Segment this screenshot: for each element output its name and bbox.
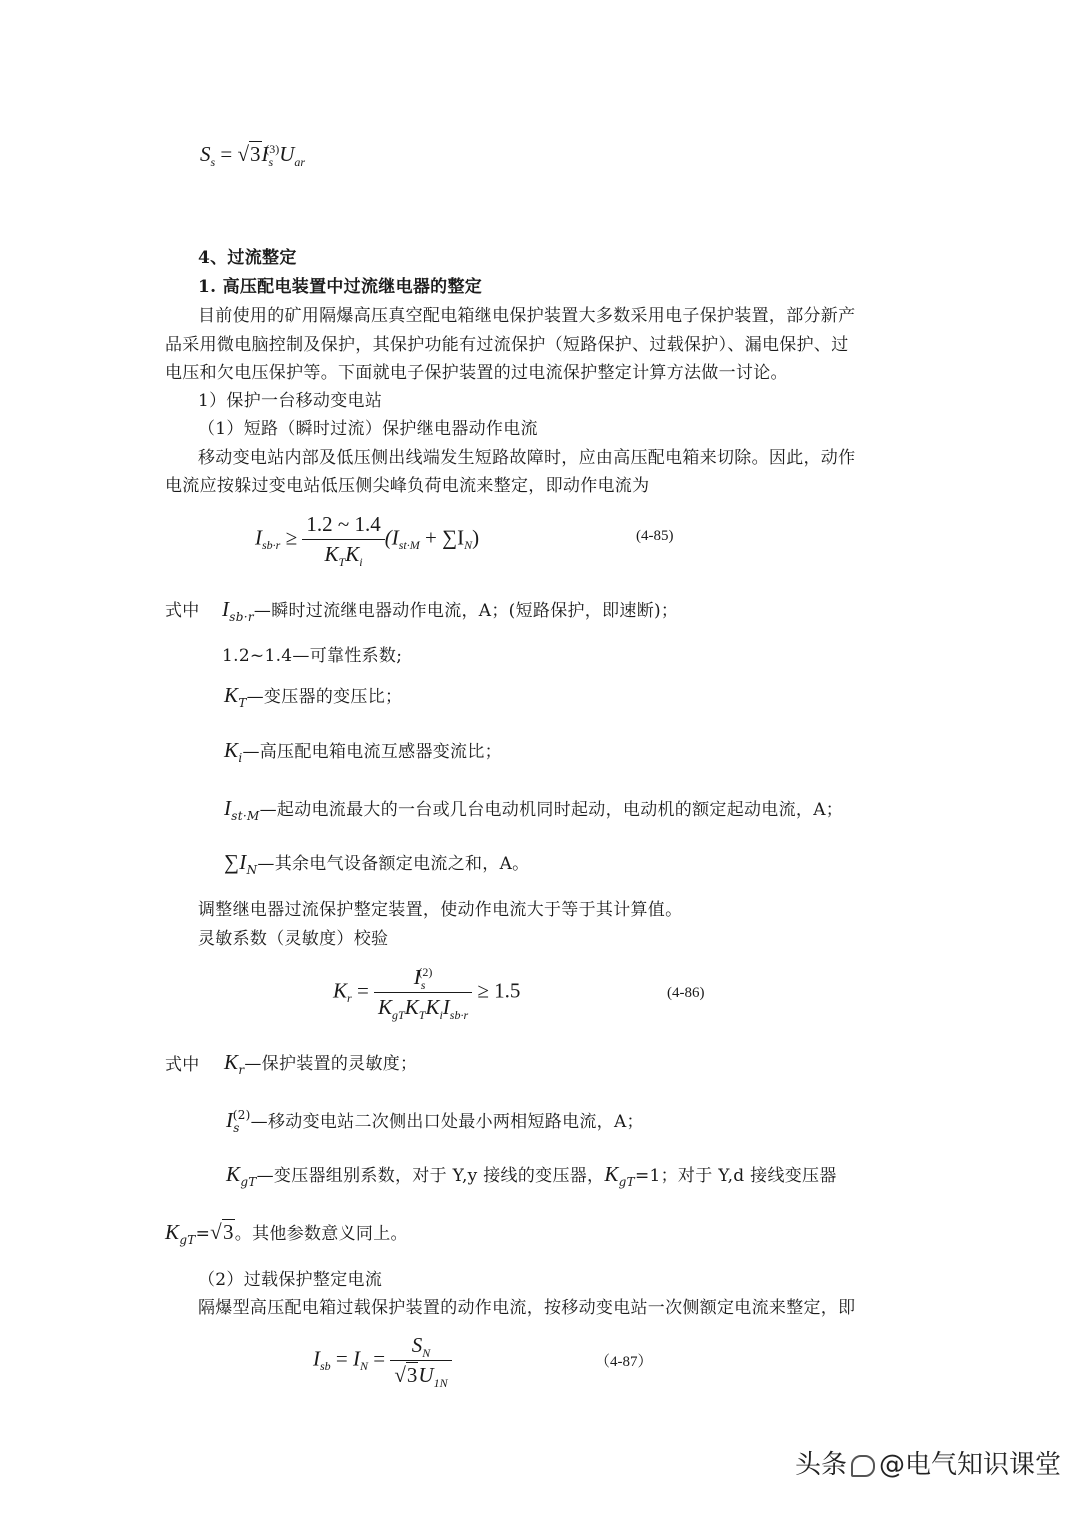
paragraph-line: 调整继电器过流保护整定装置，使动作电流大于等于其计算值。 — [198, 900, 683, 920]
definition-istm: $I_{st\cdot M}—$起动电流最大的一台或几台电动机同时起动，电动机的额定起动电流，A； — [224, 796, 844, 823]
heading-subsection-1: 1. 高压配电装置中过流继电器的整定 — [198, 277, 483, 297]
definition-kr: $K_r—$保护装置的灵敏度； — [224, 1050, 418, 1077]
fraction: $\frac{S_N}{√3U_{1N}}$ — [390, 1333, 451, 1388]
definition-sum-in: $\sum I_N—$其余电气设备额定电流之和，A。 — [224, 850, 530, 877]
watermark-platform: 头条 — [795, 1450, 848, 1480]
paragraph-line: 电流应按躲过变电站低压侧尖峰负荷电流来整定，即动作电流为 — [165, 476, 650, 496]
formula-4-85: $I_{sb\cdot r}$ ≥ $\frac{1.2 \sim 1.4}{K_TK_i}$ $(I_{st\cdot M} + \sum I_N)$ — [255, 512, 480, 569]
definition-reliability: 1.2~1.4—可靠性系数; — [222, 646, 403, 666]
equation-number: (4-86) — [667, 985, 705, 1001]
watermark-account: @电气知识课堂 — [879, 1450, 1062, 1480]
formula-4-87: $I_{sb} = I_N$ = $\frac{S_N}{√3U_{1N}}$ — [313, 1333, 452, 1388]
formula-4-86: $K_r$ = $\frac{I_s^{(2)}}{K_{gT}K_TK_iI_{sb\cdot r}}$ ≥ 1.5 — [333, 965, 521, 1022]
equation-number: （4-87） — [595, 1354, 653, 1370]
fraction: $\frac{I_s^{(2)}}{K_{gT}K_TK_iI_{sb\cdot r}}$ — [374, 965, 472, 1020]
subheading-sensitivity: 灵敏系数（灵敏度）校验 — [198, 929, 389, 949]
paragraph-line: 目前使用的矿用隔爆高压真空配电箱继电保护装置大多数采用电子保护装置，部分新产 — [198, 306, 856, 326]
paragraph-line: 隔爆型高压配电箱过载保护装置的动作电流，按移动变电站一次侧额定电流来整定，即 — [198, 1298, 856, 1318]
where-label: 式中 — [165, 601, 200, 621]
sqrt-symbol: √3 — [237, 142, 261, 166]
heading-section-4: 4、过流整定 — [198, 248, 297, 268]
subheading-protect-substation: 1）保护一台移动变电站 — [198, 391, 383, 411]
watermark — [795, 1444, 1061, 1481]
subheading-overload: （2）过载保护整定电流 — [198, 1270, 383, 1290]
definition-kgt-yd: $K_{gT}=√3$。其他参数意义同上。 — [165, 1220, 408, 1247]
sqrt-symbol: √3 — [210, 1220, 234, 1244]
fraction: $\frac{1.2 \sim 1.4}{K_TK_i}$ — [302, 512, 384, 567]
definition-isbr: $I_{sb\cdot r}—$瞬时过流继电器动作电流，A；(短路保护，即速断)； — [222, 597, 679, 624]
paragraph-line: 电压和欠电压保护等。下面就电子保护装置的过电流保护整定计算方法做一讨论。 — [165, 363, 788, 383]
definition-ki: $K_i—$高压配电箱电流互感器变流比； — [224, 738, 502, 765]
formula-short-circuit-capacity: $S_s = √3I_s^{(3)}U_{ar}$ — [200, 142, 306, 169]
definition-is2: $I_s^{(2)}—$移动变电站二次侧出口处最小两相短路电流，A； — [226, 1108, 644, 1135]
equation-number: (4-85) — [636, 528, 674, 544]
where-label: 式中 — [165, 1055, 200, 1075]
definition-kgt: $K_{gT}—$变压器组别系数，对于 Y,y 接线的变压器，$K_{gT}=1$；对于 Y,d 接线变压器 — [226, 1162, 837, 1189]
definition-kt: $K_T—$变压器的变压比； — [224, 683, 403, 710]
subheading-short-circuit: （1）短路（瞬时过流）保护继电器动作电流 — [198, 419, 538, 439]
paragraph-line: 品采用微电脑控制及保护，其保护功能有过流保护（短路保护、过载保护）、漏电保护、过 — [165, 335, 849, 355]
paragraph-line: 移动变电站内部及低压侧出线端发生短路故障时，应由高压配电箱来切除。因此，动作 — [198, 448, 856, 468]
chat-bubble-icon — [851, 1455, 875, 1477]
